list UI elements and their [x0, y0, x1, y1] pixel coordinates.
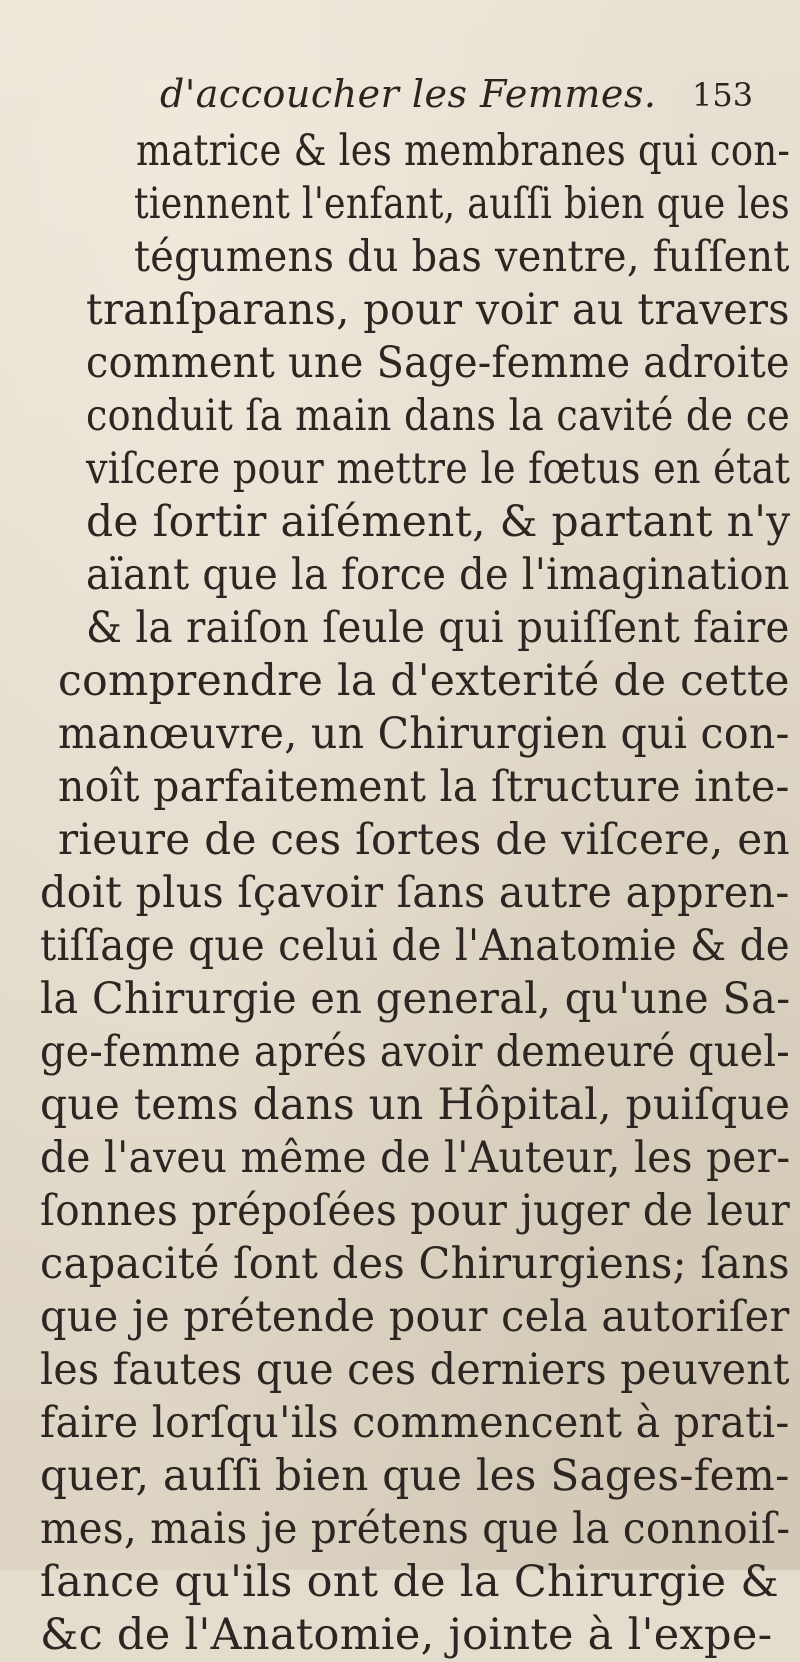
text-line: capacité ſont des Chirurgiens; ſans: [40, 1239, 790, 1289]
text-line: ſance qu'ils ont de la Chirurgie &: [40, 1557, 779, 1607]
page-header: [0, 64, 800, 124]
text-line: noît parfaitement la ſtructure inte-: [58, 762, 790, 812]
text-line: comment une Sage-femme adroite: [86, 338, 790, 388]
page-number: 153: [692, 76, 754, 114]
text-line: tégumens du bas ventre, fuſſent: [134, 232, 790, 282]
text-line: ſonnes prépoſées pour juger de leur: [40, 1186, 791, 1236]
text-line: de ſortir aiſément, & partant n'y: [86, 497, 791, 547]
text-line: quer, auſſi bien que les Sages-fem-: [40, 1451, 790, 1501]
text-line: que tems dans un Hôpital, puiſque: [40, 1080, 791, 1130]
text-line: & la raiſon ſeule qui puiſſent faire: [86, 603, 790, 653]
text-line: &c de l'Anatomie, jointe à l'expe-: [40, 1610, 773, 1660]
text-line: la Chirurgie en general, qu'une Sa-: [40, 974, 791, 1024]
text-line: faire lorſqu'ils commencent à prati-: [40, 1398, 790, 1448]
text-line: que je prétende pour cela autoriſer: [40, 1292, 790, 1342]
text-line: de l'aveu même de l'Auteur, les per-: [40, 1133, 791, 1183]
text-line: conduit ſa main dans la cavité de ce: [86, 391, 791, 441]
text-line: aïant que la force de l'imagination: [86, 550, 790, 600]
text-line: ge-femme aprés avoir demeuré quel-: [40, 1027, 790, 1077]
text-line: tranſparans, pour voir au travers: [86, 285, 790, 335]
text-line: les fautes que ces derniers peuvent: [40, 1345, 790, 1395]
text-line: viſcere pour mettre le fœtus en état: [86, 444, 791, 494]
text-line: rieure de ces ſortes de viſcere, en: [58, 815, 790, 865]
text-line: tiſſage que celui de l'Anatomie & de: [40, 921, 790, 971]
text-line: matrice & les membranes qui con-: [136, 126, 791, 176]
text-line: manœuvre, un Chirurgien qui con-: [58, 709, 790, 759]
text-line: tiennent l'enfant, auſſi bien que les: [134, 179, 790, 229]
text-line: comprendre la d'exterité de cette: [58, 656, 790, 706]
running-title: d'accoucher les Femmes.: [160, 72, 657, 116]
text-line: mes, mais je prétens que la connoiſ-: [40, 1504, 791, 1554]
text-line: doit plus ſçavoir ſans autre appren-: [40, 868, 790, 918]
